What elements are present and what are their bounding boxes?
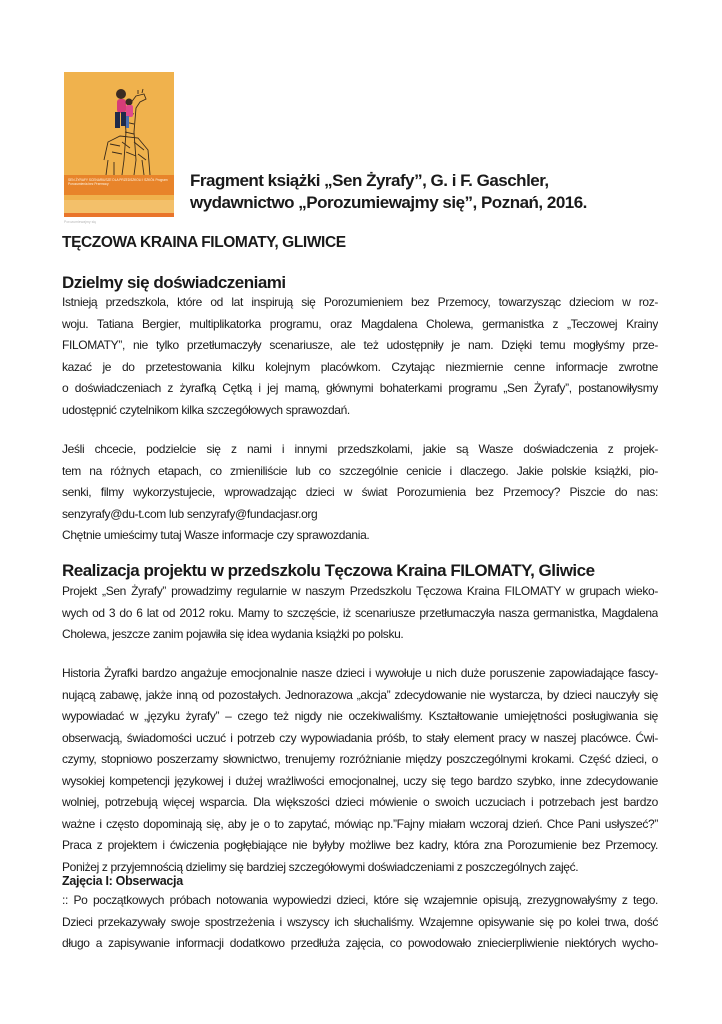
project-paragraph-1 xyxy=(62,581,658,646)
text-line: wolniej, potrzebują więcej wsparcia. Dla większości dzieci mówienie o swoich uczuciach i potrzebach jest bardzo xyxy=(62,795,658,809)
text-line: Chętnie umieścimy tutaj Wasze informacje czy sprawozdania. xyxy=(62,528,370,542)
cover-publisher: Porozumiewajmy się xyxy=(64,220,97,224)
text-line: Historia Żyrafki bardzo angażuje emocjonalnie nasze dzieci i wywołuje u nich duże poruszenie zapowiadające fascy- xyxy=(62,666,658,680)
text-line: Projekt „Sen Żyrafy” prowadzimy regularnie w naszym Przedszkolu Tęczowa Kraina FILOMATY w grupach wieko- xyxy=(62,584,658,598)
text-line: obserwacją, świadomości uczuć i potrzeb czy wypowiadania próśb, to stały element pracy w naszej placówce. Ćwi- xyxy=(62,730,658,745)
text-line: senki, filmy wykorzystujecie, wprowadzając dzieci w świat Porozumienia bez Przemocy? Piszcie do nas: xyxy=(62,485,658,499)
text-line: tem na różnych etapach, co zmieniliście lub co szczególnie cenicie i dlaczego. Jakie polskie książki, pio- xyxy=(62,463,658,478)
session-heading: Zajęcia I: Obserwacja xyxy=(62,874,183,888)
cover-band-text: SEN ŻYRAFY SCENARIUSZE DLA PRZEDSZKOLI I SZKÓŁ Program Porozumienia bez Przemocy xyxy=(68,178,168,186)
share-paragraph-2 xyxy=(62,439,658,547)
book-title-line-1: Fragment książki „Sen Żyrafy”, G. i F. Gaschler, xyxy=(190,171,549,190)
text-line: Cholewa, jeszcze zanim pojawiła się idea wydania książki po polsku. xyxy=(62,627,404,641)
share-paragraph-1 xyxy=(62,292,658,421)
section-title: TĘCZOWA KRAINA FILOMATY, GLIWICE xyxy=(62,234,346,251)
cover-accent-underline xyxy=(64,213,174,217)
text-line: wysokiej kompetencji językowej i dużej wrażliwości emocjonalnej, uczy się tego bardzo szybko, inne zdecydowanie xyxy=(62,773,658,788)
book-title-line-2: wydawnictwo „Porozumiewajmy się”, Poznań, 2016. xyxy=(190,193,587,212)
book-reference-title xyxy=(190,170,650,214)
text-line: wych od 3 do 6 lat od 2012 roku. Mamy to szczęście, iż scenariusze przetłumaczyła nasza germanistka, Magdalena xyxy=(62,605,658,620)
text-line: czymy, stopniowo poszerzamy słownictwo, trenujemy rozróżnianie między poszczególnymi krokami. Część dzieci, o xyxy=(62,752,658,766)
text-line: udostępnić czytelnikom kilka szczegółowych sprawozdań. xyxy=(62,402,350,417)
text-line: woju. Tatiana Bergier, multiplikatorka programu, oraz Magdalena Cholewa, germanistka z „Teczowej Krainy xyxy=(62,316,658,331)
text-line: Praca z projektem i ćwiczenia pogłębiające nie byłyby możliwe bez kadry, która zna Porozumienie bez Przemocy. xyxy=(62,838,658,852)
text-line: Jeśli chcecie, podzielcie się z nami i innymi przedszkolami, jakie są Wasze doświadczenia z projek- xyxy=(62,442,658,456)
text-line: długo a zapisywanie informacji dodatkowo przedłuża zajęcia, co powodowało zniecierpliwienie niektórych wycho- xyxy=(62,936,658,950)
text-line: Istnieją przedszkola, które od lat inspirują się Porozumieniem bez Przemocy, towarzysząc dzieciom w roz- xyxy=(62,295,658,309)
cover-title-band xyxy=(64,175,174,195)
project-heading: Realizacja projektu w przedszkolu Tęczowa Kraina FILOMATY, Gliwice xyxy=(62,561,595,580)
contact-emails: senzyrafy@du-t.com lub senzyrafy@fundacjasr.org xyxy=(62,506,318,521)
text-line: nującą zabawę, jakże inną od pozostałych. Jednorazowa „akcja” zdecydowanie nie wystarcza, by dzieci nauczyły się xyxy=(62,687,658,702)
text-line: Poniżej z przyjemnością dzielimy się bardziej szczegółowymi doświadczeniami z poszczególnych zajęć. xyxy=(62,859,579,874)
book-cover-image xyxy=(64,72,174,215)
text-line: wypowiadać w „języku żyrafy” – czego też nigdy nie oczekiwaliśmy. Kształtowanie umiejętności posługiwania się xyxy=(62,709,658,723)
text-line: FILOMATY”, nie tylko przetłumaczyły scenariusze, ale też udostępniły je nam. Dzięki temu mogłyśmy prze- xyxy=(62,338,658,352)
share-heading: Dzielmy się doświadczeniami xyxy=(62,273,286,292)
text-line: Dzieci przekazywały swoje spostrzeżenia i wszyscy ich słuchaliśmy. Wzajemne opisywanie się po kolei trwa, dość xyxy=(62,914,658,929)
project-paragraph-3 xyxy=(62,890,658,955)
text-line: ważne i często dopominają się, aby je o to zapytać, mówiąc np.”Fajny miałam wczoraj dzień. Chce Pani usłyszeć?” xyxy=(62,816,658,831)
text-line: kazać je do przetestowania kilku kolejnym placówkom. Czytając niezmiernie cenne informacje zwrotne xyxy=(62,359,658,374)
text-line: :: Po początkowych próbach notowania wypowiedzi dzieci, które się wzajemnie opisują, zrezygnowałyśmy z tego. xyxy=(62,893,658,907)
text-line: o doświadczeniach z żyrafką Cętką i jej mamą, głównymi bohaterkami programu „Sen Żyrafy”, postanowiłysmy xyxy=(62,381,658,395)
project-paragraph-2 xyxy=(62,663,658,878)
